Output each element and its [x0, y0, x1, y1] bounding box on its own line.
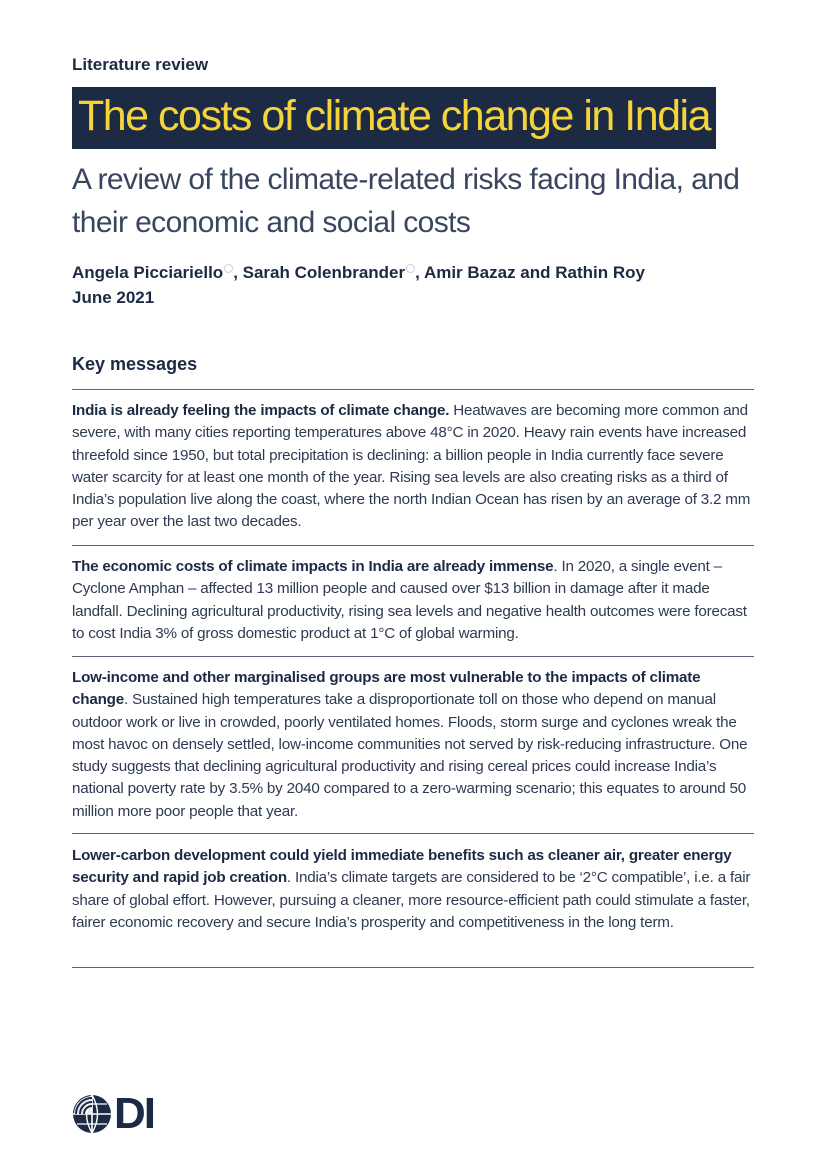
key-message-body: Heatwaves are becoming more common and severe, with many cities reporting temperatures above 48°C in 2020. Heavy rain events have increased threefold since 1950, but total precipitation is declining: a billion people in India currently face severe water scarcity for at least one month of the year. Rising sea levels are also creating risks as a third of India’s population live along the coast, where the north Indian Ocean has risen by an average of 3.2 mm per year over the last two decades. — [72, 402, 751, 531]
key-message — [72, 400, 754, 534]
key-message-body: . Sustained high temperatures take a disproportionate toll on those who depend on manual outdoor work or live in crowded, poorly ventilated homes. Floods, storm surge and cyclones wreak the most havoc on densely settled, low-income communities not served by risk-reducing infrastructure. One study suggests that declining agricultural productivity and rising cereal prices could increase India’s national poverty rate by 3.5% by 2040 compared to a zero-warming scenario; this equates to around 50 million more poor people that year. — [72, 691, 748, 820]
page-title: The costs of climate change in India — [78, 92, 710, 140]
divider — [72, 967, 754, 968]
logo-text: DI — [114, 1089, 154, 1138]
orcid-icon[interactable] — [406, 264, 415, 273]
divider — [72, 389, 754, 390]
key-messages-heading: Key messages — [72, 354, 198, 374]
divider — [72, 833, 754, 834]
divider — [72, 545, 754, 546]
author-name: Angela Picciariello — [72, 263, 224, 282]
key-message-lead: India is already feeling the impacts of climate change. — [72, 402, 450, 419]
odi-logo — [72, 1089, 154, 1138]
key-message — [72, 667, 754, 823]
orcid-icon[interactable] — [224, 264, 233, 273]
key-message-lead: Low-income and other marginalised groups are most vulnerable to the impacts of climate change — [72, 669, 701, 709]
key-message — [72, 845, 754, 934]
divider — [72, 656, 754, 657]
globe-icon — [72, 1094, 112, 1134]
publication-date: June 2021 — [72, 288, 155, 307]
title-banner — [72, 87, 716, 149]
key-message-body: . In 2020, a single event – Cyclone Amphan – affected 13 million people and caused over $13 billion in damage after it made landfall. Declining agricultural productivity, rising sea levels and negative health outcomes were forecast to cost India 3% of gross domestic product at 1°C of global warming. — [72, 558, 747, 642]
key-message-body: . India’s climate targets are considered to be ‘2°C compatible’, i.e. a fair share of global effort. However, pursuing a cleaner, more resource-efficient path could stimulate a faster, fairer economic recovery and secure India’s prosperity and competitiveness in the long term. — [72, 869, 751, 931]
key-message — [72, 556, 754, 645]
page-subtitle: A review of the climate-related risks facing India, and their economic and social costs — [72, 163, 740, 239]
author-name: , Amir Bazaz and Rathin Roy — [415, 263, 645, 282]
author-name: , Sarah Colenbrander — [233, 263, 406, 282]
document-type-label: Literature review — [72, 55, 209, 74]
author-block — [72, 260, 754, 310]
key-message-lead: Lower-carbon development could yield immediate benefits such as cleaner air, greater energy security and rapid job creation — [72, 847, 732, 887]
key-message-lead: The economic costs of climate impacts in India are already immense — [72, 558, 554, 575]
